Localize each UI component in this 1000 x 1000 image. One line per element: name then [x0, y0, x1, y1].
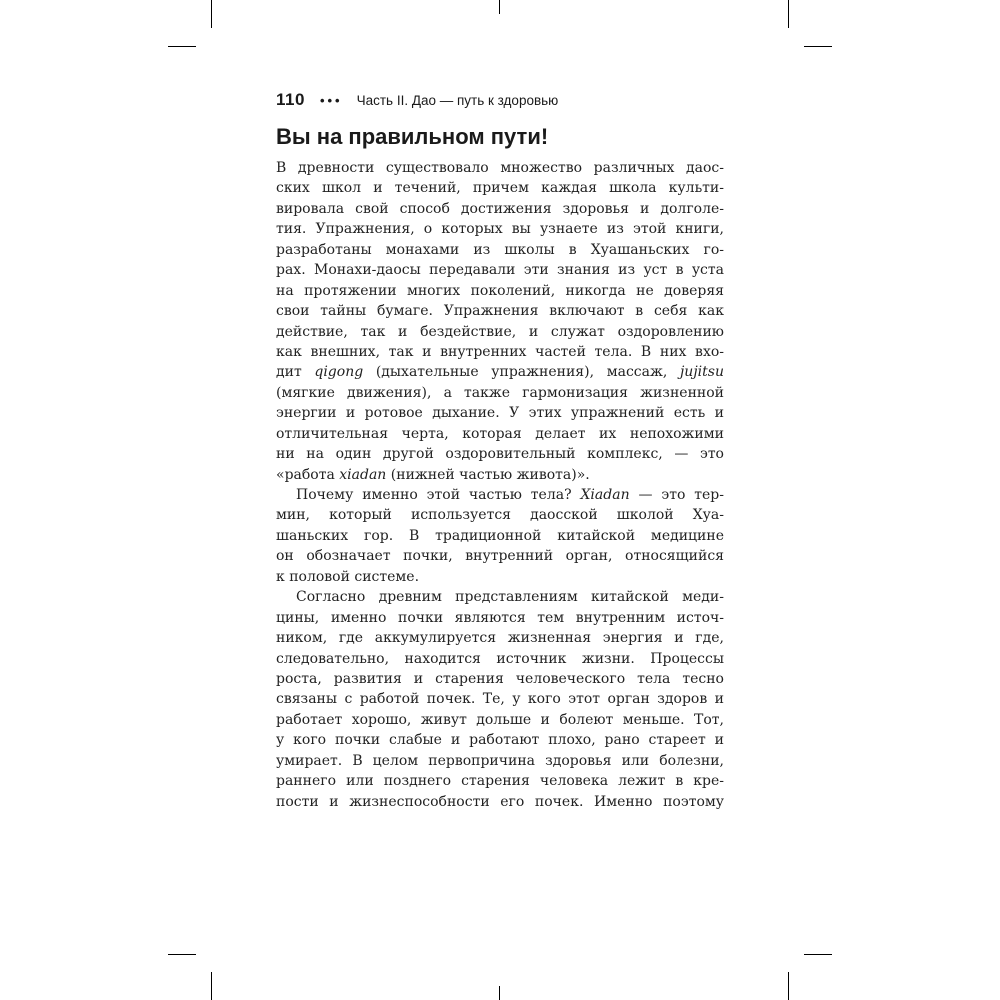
text-line-content: работает хорошо, живут дольше и болеют меньше. Тот,	[276, 711, 724, 728]
text-line-content: разработаны монахами из школы в Хуашаньских го-	[276, 241, 724, 258]
text-line	[276, 260, 724, 280]
running-header	[276, 88, 736, 112]
body-text	[276, 158, 724, 812]
text-line-content: умирает. В целом первопричина здоровья или болезни,	[276, 752, 724, 769]
text-line-content: следовательно, находится источник жизни. Процессы	[276, 650, 724, 667]
text-line-content: шаньских гор. В традиционной китайской медицине	[276, 527, 724, 544]
italic-term: Xiadan	[580, 487, 630, 503]
crop-mark-top-left	[211, 0, 212, 28]
text-line-content: к половой системе.	[276, 568, 420, 585]
text-line-content: ником, где аккумулируется жизненная энергия и где,	[276, 630, 724, 647]
text-line	[276, 730, 724, 750]
running-head-title: Часть II. Дао — путь к здоровью	[356, 92, 559, 108]
page-number: 110	[276, 90, 305, 109]
text-line-segment: (нижней частью живота)».	[386, 466, 590, 483]
section-title: Вы на правильном пути!	[276, 124, 549, 149]
text-line	[276, 689, 724, 709]
text-line	[276, 178, 724, 198]
text-line	[276, 751, 724, 771]
text-line-content: на протяжении многих поколений, никогда не доверяя	[276, 282, 724, 299]
crop-mark-left-bottom	[168, 954, 196, 955]
text-line-content: мин, который используется даосской школой Хуа-	[276, 507, 724, 524]
text-line-segment: Почему именно этой частью тела?	[296, 487, 581, 503]
italic-term: jujitsu	[679, 364, 724, 381]
text-line	[276, 158, 724, 178]
text-line-content: Согласно древним представлениям китайской меди-	[296, 589, 724, 606]
text-line	[276, 281, 724, 301]
text-line-content: вировала свой способ достижения здоровья и долголе-	[276, 200, 724, 217]
text-line	[276, 710, 724, 730]
italic-term: xiadan	[339, 466, 387, 483]
text-line	[276, 240, 724, 260]
text-line	[276, 301, 724, 321]
text-line-content: он обозначает почки, внутренний орган, относящийся	[276, 548, 724, 565]
text-line	[276, 792, 724, 812]
text-line-content: ни на один другой оздоровительный комплекс, — это	[276, 446, 724, 463]
text-line	[276, 587, 724, 607]
text-line-content: у кого почки слабые и работают плохо, рано стареет и	[276, 732, 724, 749]
italic-term: qigong	[314, 364, 364, 381]
text-line	[276, 771, 724, 791]
text-line	[276, 567, 724, 587]
text-line	[276, 219, 724, 239]
text-line	[276, 199, 724, 219]
crop-mark-bottom-left	[211, 972, 212, 1000]
text-line	[276, 322, 724, 342]
text-line-segment: дит	[276, 364, 315, 381]
text-line-content: ских школ и течений, причем каждая школа культи-	[276, 180, 724, 197]
text-line-content: отличительная черта, которая делает их непохожими	[276, 425, 724, 442]
crop-mark-bottom-center	[499, 986, 500, 1000]
text-line	[276, 526, 724, 546]
text-line	[276, 465, 724, 485]
crop-mark-right-bottom	[804, 954, 832, 955]
text-line-content: (мягкие движения), а также гармонизация жизненной	[276, 384, 724, 401]
text-line	[276, 403, 724, 423]
text-line	[276, 424, 724, 444]
crop-mark-bottom-right	[788, 972, 789, 1000]
text-line-content: цины, именно почки являются тем внутренним источ-	[276, 609, 724, 626]
text-line-content: тия. Упражнения, о которых вы узнаете из этой книги,	[276, 221, 724, 238]
text-line	[276, 669, 724, 689]
text-line-content: В древности существовало множество различных даос-	[276, 160, 724, 176]
text-line	[276, 608, 724, 628]
text-line-content: действие, так и бездействие, и служат оздоровлению	[276, 323, 724, 340]
text-line-content: пости и жизнеспособности его почек. Именно поэтому	[276, 793, 724, 810]
text-line-content: роста, развития и старения человеческого тела тесно	[276, 670, 724, 687]
text-line-content: свои тайны бумаге. Упражнения включают в себя как	[276, 303, 724, 320]
text-line-content: как внешних, так и внутренних частей тела. В них вхо-	[276, 343, 724, 360]
crop-mark-right-top	[804, 46, 832, 47]
text-line	[276, 342, 724, 362]
text-line-segment: — это тер-	[629, 487, 724, 503]
text-line-segment: (дыхательные упражнения), массаж,	[363, 364, 680, 381]
text-line-content: энергии и ротовое дыхание. У этих упражнений есть и	[276, 405, 724, 422]
crop-mark-top-center	[499, 0, 500, 14]
text-line-content: раннего или позднего старения человека лежит в кре-	[276, 773, 724, 790]
text-line	[276, 546, 724, 566]
crop-mark-left-top	[168, 46, 196, 47]
text-line	[276, 505, 724, 525]
crop-mark-top-right	[788, 0, 789, 28]
text-line	[276, 383, 724, 403]
header-dots: •••	[319, 92, 343, 108]
text-line	[276, 362, 724, 382]
text-line-content: связаны с работой почек. Те, у кого этот орган здоров и	[276, 691, 724, 708]
text-line-segment: «работа	[276, 466, 340, 483]
text-line	[276, 444, 724, 464]
text-line	[276, 649, 724, 669]
text-line-content: рах. Монахи-даосы передавали эти знания из уст в уста	[276, 262, 724, 279]
text-line	[276, 628, 724, 648]
text-line	[276, 485, 724, 505]
